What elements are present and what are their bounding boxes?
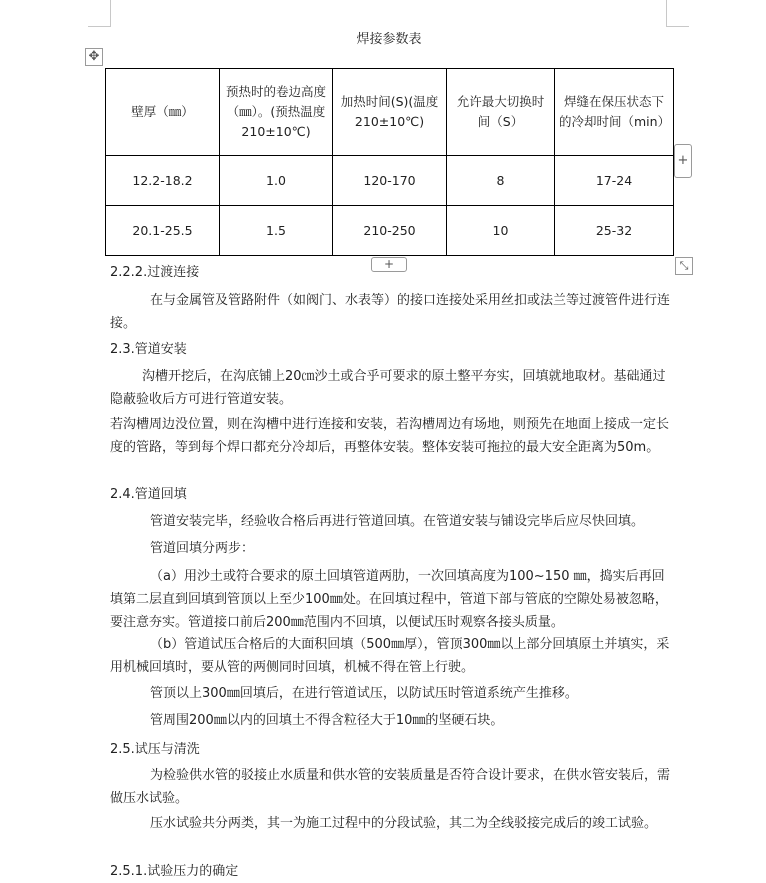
header-cell[interactable]: 加热时间(S)(温度 210±10℃) bbox=[333, 69, 447, 156]
paragraph: （a）用沙土或符合要求的原土回填管道两肋，一次回填高度为100~150 ㎜，捣实后再回填第二层直到回填到管顶以上至少100㎜处。在回填过程中，管道下部与管底的空隙处易被忽略，要注意夯实。管道接口前后200㎜范围内不回填，以便试压时观察各接头质量。 bbox=[110, 569, 668, 630]
paragraph: 压水试验共分两类，其一为施工过程中的分段试验，其二为全线驳接完成后的竣工试验。 bbox=[150, 816, 658, 831]
section-heading: 2.5.试压与清洗 bbox=[110, 742, 200, 757]
header-cell[interactable]: 焊缝在保压状态下的冷却时间（min） bbox=[555, 69, 674, 156]
paragraph: 管道回填分两步： bbox=[150, 541, 255, 556]
table-cell[interactable]: 120-170 bbox=[333, 156, 447, 206]
section-heading: 2.3.管道安装 bbox=[110, 342, 187, 357]
document-body bbox=[110, 0, 670, 879]
table-cell[interactable]: 8 bbox=[447, 156, 555, 206]
table-resize-handle-icon[interactable]: ⤡ bbox=[675, 257, 693, 275]
table-title: 焊接参数表 bbox=[356, 32, 422, 47]
table-cell[interactable]: 12.2-18.2 bbox=[106, 156, 220, 206]
section-heading: 2.5.1.试验压力的确定 bbox=[110, 864, 239, 879]
table-move-handle-icon[interactable]: ✥ bbox=[85, 48, 103, 66]
paragraph: 若沟槽周边没位置，则在沟槽中进行连接和安装，若沟槽周边有场地，则预先在地面上接成一定长度的管路，等到每个焊口都充分冷却后，再整体安装。整体安装可拖拉的最大安全距离为50m。 bbox=[110, 417, 670, 455]
section-heading: 2.2.2.过渡连接 bbox=[110, 265, 200, 280]
header-cell[interactable]: 允许最大切换时间（S） bbox=[447, 69, 555, 156]
paragraph: 在与金属管及管路附件（如阀门、水表等）的接口连接处采用丝扣或法兰等过渡管件进行连接。 bbox=[110, 293, 671, 331]
paragraph: 沟槽开挖后，在沟底铺上20㎝沙土或合乎可要求的原土整平夯实，回填就地取材。基础通过隐蔽验收后方可进行管道安装。 bbox=[110, 369, 666, 407]
header-cell[interactable]: 壁厚（㎜） bbox=[106, 69, 220, 156]
paragraph: 管顶以上300㎜回填后，在进行管道试压，以防试压时管道系统产生推移。 bbox=[150, 686, 578, 701]
add-row-button[interactable]: + bbox=[371, 257, 407, 272]
page-corner-top-left bbox=[88, 0, 111, 27]
paragraph: （b）管道试压合格后的大面积回填（500㎜厚），管顶300㎜以上部分回填原土并填实，采用机械回填时，要从管的两侧同时回填，机械不得在管上行驶。 bbox=[110, 637, 670, 675]
header-cell[interactable]: 预热时的卷边高度（㎜）。(预热温度 210±10℃) bbox=[220, 69, 333, 156]
table-cell[interactable]: 210-250 bbox=[333, 206, 447, 256]
paragraph: 管周围200㎜以内的回填土不得含粒径大于10㎜的坚硬石块。 bbox=[150, 713, 504, 728]
table-cell[interactable]: 17-24 bbox=[555, 156, 674, 206]
section-heading: 2.4.管道回填 bbox=[110, 487, 187, 502]
table-cell[interactable]: 1.5 bbox=[220, 206, 333, 256]
table-cell[interactable]: 10 bbox=[447, 206, 555, 256]
table-cell[interactable]: 20.1-25.5 bbox=[106, 206, 220, 256]
paragraph: 为检验供水管的驳接止水质量和供水管的安装质量是否符合设计要求，在供水管安装后，需做压水试验。 bbox=[110, 768, 671, 806]
table-cell[interactable]: 1.0 bbox=[220, 156, 333, 206]
table-cell[interactable]: 25-32 bbox=[555, 206, 674, 256]
add-column-button[interactable]: + bbox=[674, 144, 692, 178]
paragraph: 管道安装完毕，经验收合格后再进行管道回填。在管道安装与铺设完毕后应尽快回填。 bbox=[150, 514, 645, 529]
